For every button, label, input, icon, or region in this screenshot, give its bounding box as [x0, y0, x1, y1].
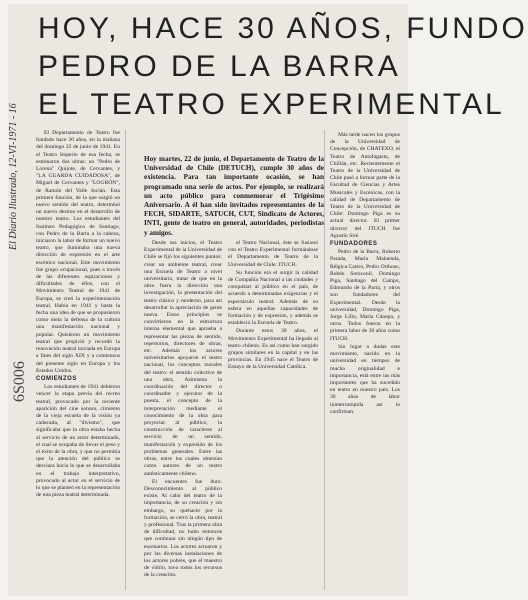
- paragraph: El Departamento de Teatro fue fundado hace 30 años, en la mañana del domingo 22 de junio de 1941. En el Teatro Imperio de esa fecha, se estrenaron dos obras: un "Pedro de Lorena" Quijote, de Cervantes, y "LA GUARDA CUIDADOSA", de Miguel de Cervantes y "LOGRÓN", de Ramón del Valle Inclán. Esta primera función, de la que surgió un nuevo sentido del teatro, determinó un nuevo destino en el desarrollo de nuestro teatro. Los estudiantes del Instituto Pedagógico de Santiago, con Pedro de la Barra a la cabeza, iniciaron la labor de formar un nuevo teatro, que iluminaba una nueva dirección de expresión en el arte escénico nacional. Este movimiento fue grupo ocupacional, pues a través de las diferentes aspiraciones y dificultades de ellos, con el Movimiento Teatral de 1941 de Europa, se creó la experimentación teatral. Había en 1941 y hasta la fecha una idea de que se propusieron como meta la defensa de la cultura una manifestación nacional y popular. Quisieron un movimiento teatral que propició y recordó la renovación teatral iniciada en Europa a fines del siglo XIX y a comienzos del presente siglo en Europa y los Estados Unidos.: [36, 130, 120, 374]
- paragraph: Más tarde nacen los grupos de la Universidad de Concepción, de CHATEXO, el Teatro de Antofagasta, de Chillán, etc. Recientemente el Teatro de la Universidad de Chile pasó a formar parte de la Facultad de Ciencias y Artes Musicales y Escénicas, con la calidad de Departamento de Teatro de la Universidad de Chile: Domingo Piga es su actual director. El primer director del ITUCH fue Agustín Siré.: [330, 132, 400, 239]
- column-3: [228, 240, 318, 373]
- headline: [38, 10, 528, 124]
- paragraph: Pedro de la Barra, Roberto Parada, María Maluenda, Bélgica Castro, Pedro Orthous, Rubén Sotoconil, Domingo Piga, Santiago del Campo, Edmundo de la Parra, y otros son fundadores del Experimental. Desde la universidad, Domingo Piga, Jorge Lillo, María Cánepa, y otros. Todos fueron en la primera labor de 30 años como ITUCH.: [330, 249, 400, 342]
- column-divider: [324, 130, 325, 590]
- headline-line-3: EL TEATRO EXPERIMENTAL: [38, 88, 505, 121]
- paragraph: Los estudiantes de 1941 debieron vencer la etapa previa del recreo teatral, provocado por la reciente aparición del cine sonoro, cimiento de la vieja escuela de la visión ya caducada, al "divismo", que significaba que la obra estaba hecha al servicio de un actor determinado, el cual se ocupaba de llevar el peso y el éxito de la obra, y que no permitía que la atención del público se desviara hacia lo que se desarrollaba en el trabajo interpretativo, provocado al actor en el servicio de lo que se planteó en la representación de una pieza teatral determinada.: [36, 384, 120, 499]
- intro-paragraph: Hoy martes, 22 de junio, el Departamento de Teatro de la Universidad de Chile (DETUCH), cumple 30 años de existencia. Para tan importante ocasión, se han programado una serie de actos. Por ejemplo, se realizará un acto público para conmemorar el Trigésimo Aniversario. A él han sido invitados representantes de la FECH, SIDARTE, SATUCH, CUT, Sindicato de Actores, INTI, gente de teatro en general, autoridades, periodistas y amigos.: [144, 155, 324, 237]
- margin-handwritten-number: 6S006: [11, 361, 28, 402]
- section-heading-fundadores: FUNDADORES: [330, 241, 378, 248]
- headline-line-2: PEDRO DE LA BARRA: [38, 50, 401, 83]
- paragraph: Su función era el surgir la calidad de Compañía Nacional a las ciudades y conquistar al público en el país, de acuerdo a determinadas exigencias y el espectáculo teatral. Además de su esfera en aquellas capacidades de formación y de expresión, y además se estableció la Escuela de Teatro.: [228, 269, 318, 327]
- headline-line-1: HOY, HACE 30 AÑOS, FUNDO: [38, 12, 528, 45]
- column-1: [36, 130, 120, 500]
- paragraph: El encuentro fue duro. Desconocimiento al público existe, Al cabo del teatro de la importancia, de su creación y sin embargo, su quehacer por la formación, se cerró la obra, teatral y profesional. Tras la primera obra de dificultad, no hubo entonces que continuar sin ningún tipo de escenarios. Los actores actuaron y por las diversas instalaciones de los actores pobres, que el maestro de vidrio, tuvo todos los recursos de la creación.: [144, 478, 222, 579]
- paragraph: Sin lugar a dudas este movimiento, nacido en la universidad en tiempos de mucha originalidad e importancia, está entre las más importantes que ha sucedido en teatro en nuestro país. Los 30 años de labor ininterrumpida así lo confirman.: [330, 343, 400, 415]
- column-divider: [125, 130, 126, 590]
- column-2: [144, 240, 222, 581]
- column-4: [330, 132, 400, 417]
- margin-handwritten-date: El Diario Ilustrado, 12-VI-1971 - 16: [8, 103, 19, 250]
- paragraph: el Teatro Nacional, éste se fusionó con el Teatro Experimental formándose el Departamento de Teatro de la Universidad de Chile: ITUCH.: [228, 240, 318, 268]
- paragraph: Desde sus inicios, el Teatro Experimental de la Universidad de Chile se fijó los siguientes puntos: crear un ambiente teatral, crear una Escuela de Teatro a nivel universitario, tratar de que en la obra fuera la dirección una investigación, la presentación del teatro clásico y moderno, para así desarrollar la apreciación de gente nueva. Estos principios se convirtieron en la estructura interna elemental que aprueba a representar las piezas de sentido, repertorios, directores de obras, etc. Además los actores universitarios apoyaron el teatro nacional, los conceptos morales del teatro: el sentido colectivo de una obra, Asimismo la coordinación del director o coordinador y ejecutor de la puesta, el concepto de la interpretación mediante el conocimiento de la obra para proyectar al público, la construcción de caracteres al servicio de un sentido, manifestación y expresión de los problemas generales. Entre las obras, entre los cuales obtenían como autores de un teatro auténticamente chileno.: [144, 240, 222, 477]
- paragraph: Durante estos 30 años, el Movimiento Experimental ha llegado al teatro chileno. Es así como han surgido grupos similares en la capital y en las provincias. En 1945 nace el Teatro de Ensayo de la Universidad Católica.: [228, 328, 318, 371]
- section-heading-comienzos: COMIENZOS: [36, 375, 77, 382]
